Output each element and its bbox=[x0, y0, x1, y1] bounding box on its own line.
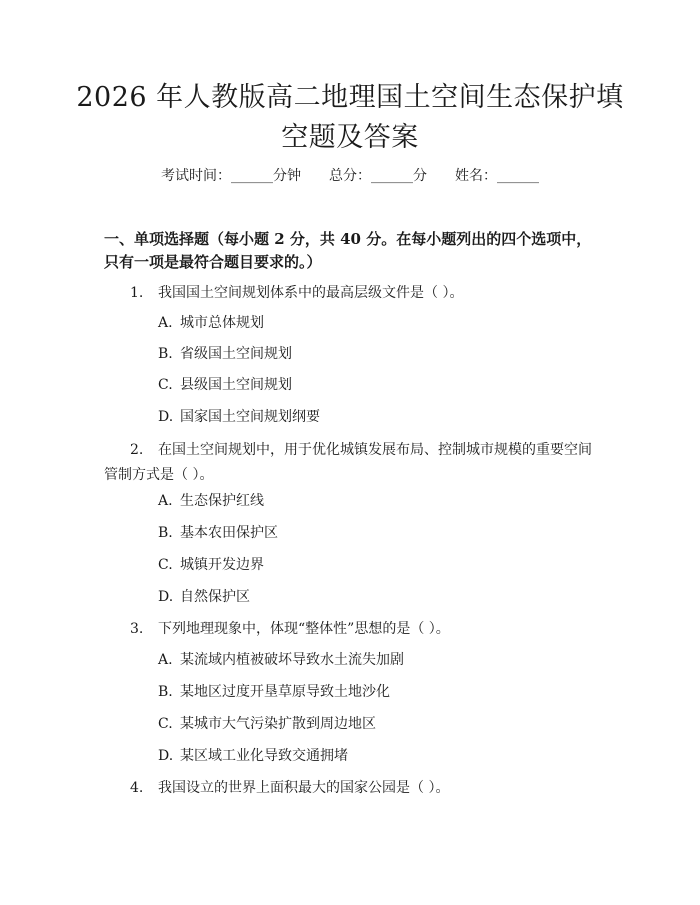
option-letter: B. bbox=[158, 684, 173, 700]
option-3c bbox=[158, 714, 598, 734]
question-text: 我国设立的世界上面积最大的国家公园是（ ）。 bbox=[158, 780, 450, 796]
question-number: 2. bbox=[130, 442, 144, 458]
question-text: 在国土空间规划中，用于优化城镇发展布局、控制城市规模的重要空间管制方式是（ ）。 bbox=[104, 442, 592, 483]
document-title bbox=[60, 78, 640, 158]
option-text: 某城市大气污染扩散到周边地区 bbox=[180, 716, 376, 732]
section-heading: 一、单项选择题（每小题 2 分，共 40 分。在每小题列出的四个选项中，只有一项是最符合题目要求的。） bbox=[104, 230, 592, 271]
option-text: 省级国土空间规划 bbox=[180, 346, 292, 362]
option-text: 某地区过度开垦草原导致土地沙化 bbox=[180, 684, 390, 700]
option-letter: A. bbox=[158, 652, 173, 668]
option-2b bbox=[158, 523, 598, 543]
option-letter: D. bbox=[158, 589, 174, 605]
option-letter: C. bbox=[158, 716, 173, 732]
option-letter: B. bbox=[158, 525, 173, 541]
question-text: 下列地理现象中，体现“整体性”思想的是（ ）。 bbox=[158, 621, 450, 637]
question-number: 1. bbox=[130, 285, 144, 301]
option-text: 县级国土空间规划 bbox=[180, 377, 292, 393]
question-4 bbox=[104, 776, 600, 801]
option-letter: C. bbox=[158, 557, 173, 573]
option-3b bbox=[158, 682, 598, 702]
option-1c bbox=[158, 375, 598, 395]
option-text: 某流域内植被破坏导致水土流失加剧 bbox=[180, 652, 404, 668]
question-3 bbox=[104, 617, 600, 642]
option-1b bbox=[158, 344, 598, 364]
option-letter: D. bbox=[158, 748, 174, 764]
option-letter: D. bbox=[158, 409, 174, 425]
question-number: 3. bbox=[130, 621, 144, 637]
option-letter: B. bbox=[158, 346, 173, 362]
question-text: 我国国土空间规划体系中的最高层级文件是（ ）。 bbox=[158, 285, 464, 301]
option-letter: A. bbox=[158, 493, 173, 509]
option-text: 自然保护区 bbox=[180, 589, 250, 605]
option-text: 生态保护红线 bbox=[180, 493, 264, 509]
option-text: 某区域工业化导致交通拥堵 bbox=[180, 748, 348, 764]
title-line-1: 2026 年人教版高二地理国土空间生态保护填 bbox=[76, 82, 624, 113]
question-number: 4. bbox=[130, 780, 144, 796]
option-letter: A. bbox=[158, 315, 173, 331]
option-text: 基本农田保护区 bbox=[180, 525, 278, 541]
question-1 bbox=[104, 281, 600, 306]
option-3d bbox=[158, 746, 598, 766]
title-line-2: 空题及答案 bbox=[281, 122, 419, 153]
exam-meta bbox=[0, 166, 700, 186]
option-2c bbox=[158, 555, 598, 575]
option-text: 国家国土空间规划纲要 bbox=[180, 409, 320, 425]
option-letter: C. bbox=[158, 377, 173, 393]
option-text: 城镇开发边界 bbox=[180, 557, 264, 573]
total-score-label: 总分：______分 bbox=[329, 168, 427, 184]
option-2d bbox=[158, 587, 598, 607]
student-name-label: 姓名：______ bbox=[455, 168, 539, 184]
option-2a bbox=[158, 491, 598, 511]
option-3a bbox=[158, 650, 598, 670]
option-1a bbox=[158, 313, 598, 333]
option-1d bbox=[158, 407, 598, 427]
exam-time-label: 考试时间：______分钟 bbox=[161, 168, 301, 184]
question-2 bbox=[104, 438, 600, 488]
option-text: 城市总体规划 bbox=[180, 315, 264, 331]
